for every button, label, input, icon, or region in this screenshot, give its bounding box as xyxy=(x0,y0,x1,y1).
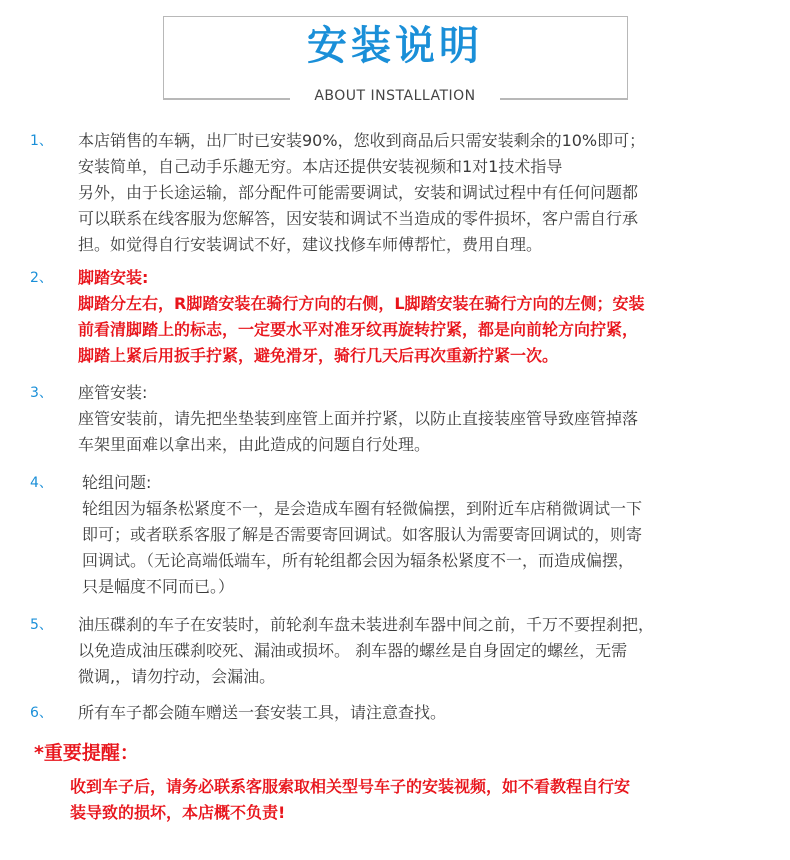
item-number: 6、 xyxy=(30,705,53,721)
item-heading: 座管安装: xyxy=(78,383,148,402)
page-title: 安装说明 xyxy=(307,23,483,69)
item-line: 所有车子都会随车赠送一套安装工具，请注意查找。 xyxy=(78,703,447,722)
item-line: 以免造成油压碟刹咬死、漏油或损坏。 刹车器的螺丝是自身固定的螺丝，无需 xyxy=(78,641,628,660)
item-line: 安装简单，自己动手乐趣无穷。本店还提供安装视频和1对1技术指导 xyxy=(78,157,563,176)
item-line: 车架里面难以拿出来，由此造成的问题自行处理。 xyxy=(78,435,431,454)
item-number: 3、 xyxy=(30,385,53,401)
item-number: 1、 xyxy=(30,133,53,149)
item-heading: 轮组问题: xyxy=(82,473,152,492)
title-divider-right xyxy=(500,98,628,100)
item-body xyxy=(82,470,762,600)
item-body xyxy=(78,612,758,690)
notice-line: 装导致的损坏，本店概不负责! xyxy=(70,803,286,822)
item-line: 可以联系在线客服为您解答，因安装和调试不当造成的零件损坏，客户需自行承 xyxy=(78,209,639,228)
page-subtitle: ABOUT INSTALLATION xyxy=(290,86,500,106)
item-line: 脚踏分左右，R脚踏安装在骑行方向的右侧，L脚踏安装在骑行方向的左侧；安装 xyxy=(78,294,645,313)
item-line: 另外，由于长途运输，部分配件可能需要调试，安装和调试过程中有任何问题都 xyxy=(78,183,639,202)
item-heading: 脚踏安装: xyxy=(78,268,149,287)
item-line: 座管安装前，请先把坐垫装到座管上面并拧紧，以防止直接装座管导致座管掉落 xyxy=(78,409,639,428)
item-line: 担。如觉得自行安装调试不好，建议找修车师傅帮忙，费用自理。 xyxy=(78,235,543,254)
title-divider-left xyxy=(163,98,291,100)
item-number: 2、 xyxy=(30,270,53,286)
item-line: 回调试。（无论高端低端车，所有轮组都会因为辐条松紧度不一，而造成偏摆， xyxy=(82,551,635,570)
notice-heading: *重要提醒： xyxy=(34,742,139,764)
notice-line: 收到车子后，请务必联系客服索取相关型号车子的安装视频，如不看教程自行安 xyxy=(70,777,631,796)
item-number: 5、 xyxy=(30,617,53,633)
item-line: 本店销售的车辆，出厂时已安装90%，您收到商品后只需安装剩余的10%即可； xyxy=(78,131,646,150)
item-body xyxy=(78,380,758,458)
item-line: 前看清脚踏上的标志，一定要水平对准牙纹再旋转拧紧，都是向前轮方向拧紧， xyxy=(78,320,639,339)
item-line: 轮组因为辐条松紧度不一，是会造成车圈有轻微偏摆，到附近车店稍微调试一下 xyxy=(82,499,643,518)
item-body xyxy=(78,128,758,258)
item-line: 微调,，请勿拧动，会漏油。 xyxy=(78,667,276,686)
item-line: 油压碟刹的车子在安装时，前轮刹车盘未装进刹车器中间之前，千万不要捏刹把， xyxy=(78,615,655,634)
item-line: 即可；或者联系客服了解是否需要寄回调试。如客服认为需要寄回调试的，则寄 xyxy=(82,525,643,544)
notice-body xyxy=(70,774,770,826)
item-body xyxy=(78,265,758,369)
item-line: 只是幅度不同而已。） xyxy=(82,577,235,596)
item-line: 脚踏上紧后用扳手拧紧，避免滑牙，骑行几天后再次重新拧紧一次。 xyxy=(78,346,559,365)
item-body xyxy=(78,700,758,726)
item-number: 4、 xyxy=(30,475,53,491)
